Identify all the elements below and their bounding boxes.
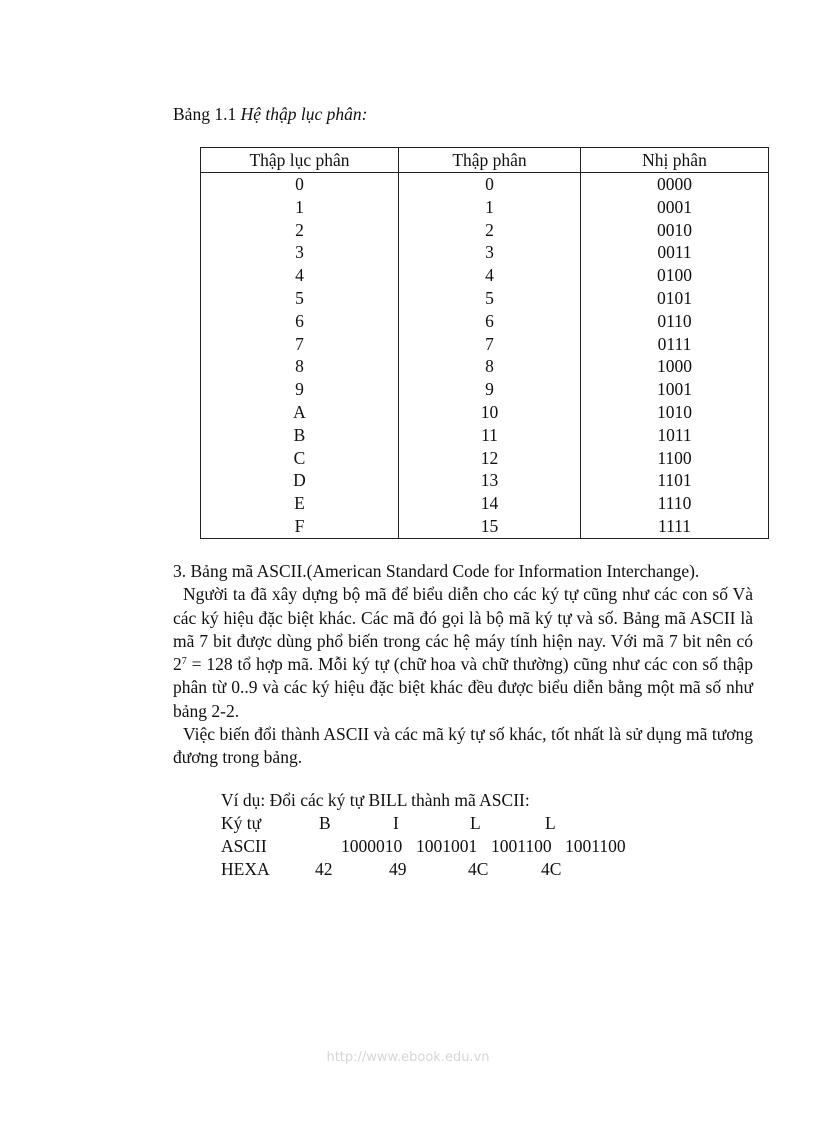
binary-cell: 1101: [581, 469, 769, 492]
binary-cell: 0000: [581, 173, 769, 196]
hexa-value: 42: [315, 859, 333, 879]
ascii-value: 1000010: [341, 836, 403, 856]
table-row: [201, 492, 769, 515]
table-row: [201, 378, 769, 401]
ascii-value: 1001100: [491, 836, 552, 856]
binary-cell: 1110: [581, 492, 769, 515]
decimal-cell: 15: [399, 515, 581, 538]
char-value: B: [319, 813, 331, 833]
decimal-cell: 3: [399, 241, 581, 264]
hexa-value: 4C: [468, 859, 489, 879]
section-paragraph-2: Việc biến đổi thành ASCII và các mã ký tự số khác, tốt nhất là sử dụng mã tương đương trong bảng.: [173, 724, 753, 768]
header-hex: Thập lục phân: [201, 148, 399, 173]
hex-cell: E: [201, 492, 399, 515]
decimal-cell: 5: [399, 287, 581, 310]
hex-cell: 5: [201, 287, 399, 310]
binary-cell: 1001: [581, 378, 769, 401]
decimal-cell: 1: [399, 196, 581, 219]
table-row: [201, 264, 769, 287]
section-heading: 3. Bảng mã ASCII.(American Standard Code for Information Interchange).: [173, 561, 700, 581]
table-row: [201, 424, 769, 447]
hex-cell: 1: [201, 196, 399, 219]
char-value: L: [545, 813, 556, 833]
table-row: [201, 401, 769, 424]
decimal-cell: 4: [399, 264, 581, 287]
paragraph-1-text-a: Người ta đã xây dựng bộ mã để biểu diễn cho các ký tự cũng như các con số Và các ký hiệu đặc biệt khác. Các mã đó gọi là bộ mã ký tự và số. Bảng mã ASCII là mã 7 bit được dùng phổ biến trong các hệ máy tính hiện nay. Với mã 7 bit nên có 2: [173, 584, 753, 675]
binary-cell: 1010: [581, 401, 769, 424]
hex-cell: 8: [201, 355, 399, 378]
hex-cell: B: [201, 424, 399, 447]
hex-conversion-table: [200, 147, 769, 539]
binary-cell: 0001: [581, 196, 769, 219]
decimal-cell: 6: [399, 310, 581, 333]
hexa-value: 49: [389, 859, 407, 879]
decimal-cell: 7: [399, 333, 581, 356]
hex-cell: D: [201, 469, 399, 492]
binary-cell: 1011: [581, 424, 769, 447]
hex-cell: 0: [201, 173, 399, 196]
table-row: [201, 173, 769, 196]
caption-title: Hệ thập lục phân:: [240, 104, 368, 124]
hex-cell: 2: [201, 219, 399, 242]
ascii-section: [173, 560, 753, 770]
binary-cell: 0011: [581, 241, 769, 264]
paragraph-1-text-b: = 128 tổ hợp mã. Mỗi ký tự (chữ hoa và chữ thường) cũng như các con số thập phân từ 0..9 và các ký hiệu đặc biệt khác đều được biểu diễn bằng một mã số như bảng 2-2.: [173, 654, 753, 721]
hex-cell: A: [201, 401, 399, 424]
chars-label: Ký tự: [221, 813, 262, 833]
table-row: [201, 515, 769, 538]
ascii-label: ASCII: [221, 836, 267, 856]
decimal-cell: 10: [399, 401, 581, 424]
header-binary: Nhị phân: [581, 148, 769, 173]
table-row: [201, 287, 769, 310]
char-value: L: [470, 813, 481, 833]
binary-cell: 1000: [581, 355, 769, 378]
hex-cell: 9: [201, 378, 399, 401]
binary-cell: 0010: [581, 219, 769, 242]
hexa-label: HEXA: [221, 859, 270, 879]
decimal-cell: 14: [399, 492, 581, 515]
binary-cell: 1111: [581, 515, 769, 538]
hex-cell: 6: [201, 310, 399, 333]
decimal-cell: 11: [399, 424, 581, 447]
table-header-row: [201, 148, 769, 173]
binary-cell: 0101: [581, 287, 769, 310]
decimal-cell: 9: [399, 378, 581, 401]
table-caption: [173, 104, 367, 125]
table-row: [201, 219, 769, 242]
decimal-cell: 12: [399, 447, 581, 470]
decimal-cell: 2: [399, 219, 581, 242]
hexa-value: 4C: [541, 859, 562, 879]
watermark: http://www.ebook.edu.vn: [326, 1050, 490, 1065]
table-row: [201, 447, 769, 470]
decimal-cell: 0: [399, 173, 581, 196]
decimal-cell: 13: [399, 469, 581, 492]
table-row: [201, 355, 769, 378]
caption-prefix: Bảng 1.1: [173, 104, 237, 124]
hex-cell: F: [201, 515, 399, 538]
table-row: [201, 333, 769, 356]
ascii-value: 1001100: [565, 836, 626, 856]
binary-cell: 0100: [581, 264, 769, 287]
decimal-cell: 8: [399, 355, 581, 378]
example-intro: Ví dụ: Đổi các ký tự BILL thành mã ASCII:: [221, 790, 530, 810]
binary-cell: 1100: [581, 447, 769, 470]
table-row: [201, 310, 769, 333]
section-paragraph-1: [173, 583, 753, 723]
header-decimal: Thập phân: [399, 148, 581, 173]
table-row: [201, 469, 769, 492]
table-row: [201, 241, 769, 264]
table-row: [201, 196, 769, 219]
hex-cell: C: [201, 447, 399, 470]
ascii-value: 1001001: [416, 836, 478, 856]
binary-cell: 0111: [581, 333, 769, 356]
exponent: 7: [181, 656, 187, 668]
hex-cell: 7: [201, 333, 399, 356]
hex-cell: 3: [201, 241, 399, 264]
hex-cell: 4: [201, 264, 399, 287]
char-value: I: [393, 813, 399, 833]
binary-cell: 0110: [581, 310, 769, 333]
